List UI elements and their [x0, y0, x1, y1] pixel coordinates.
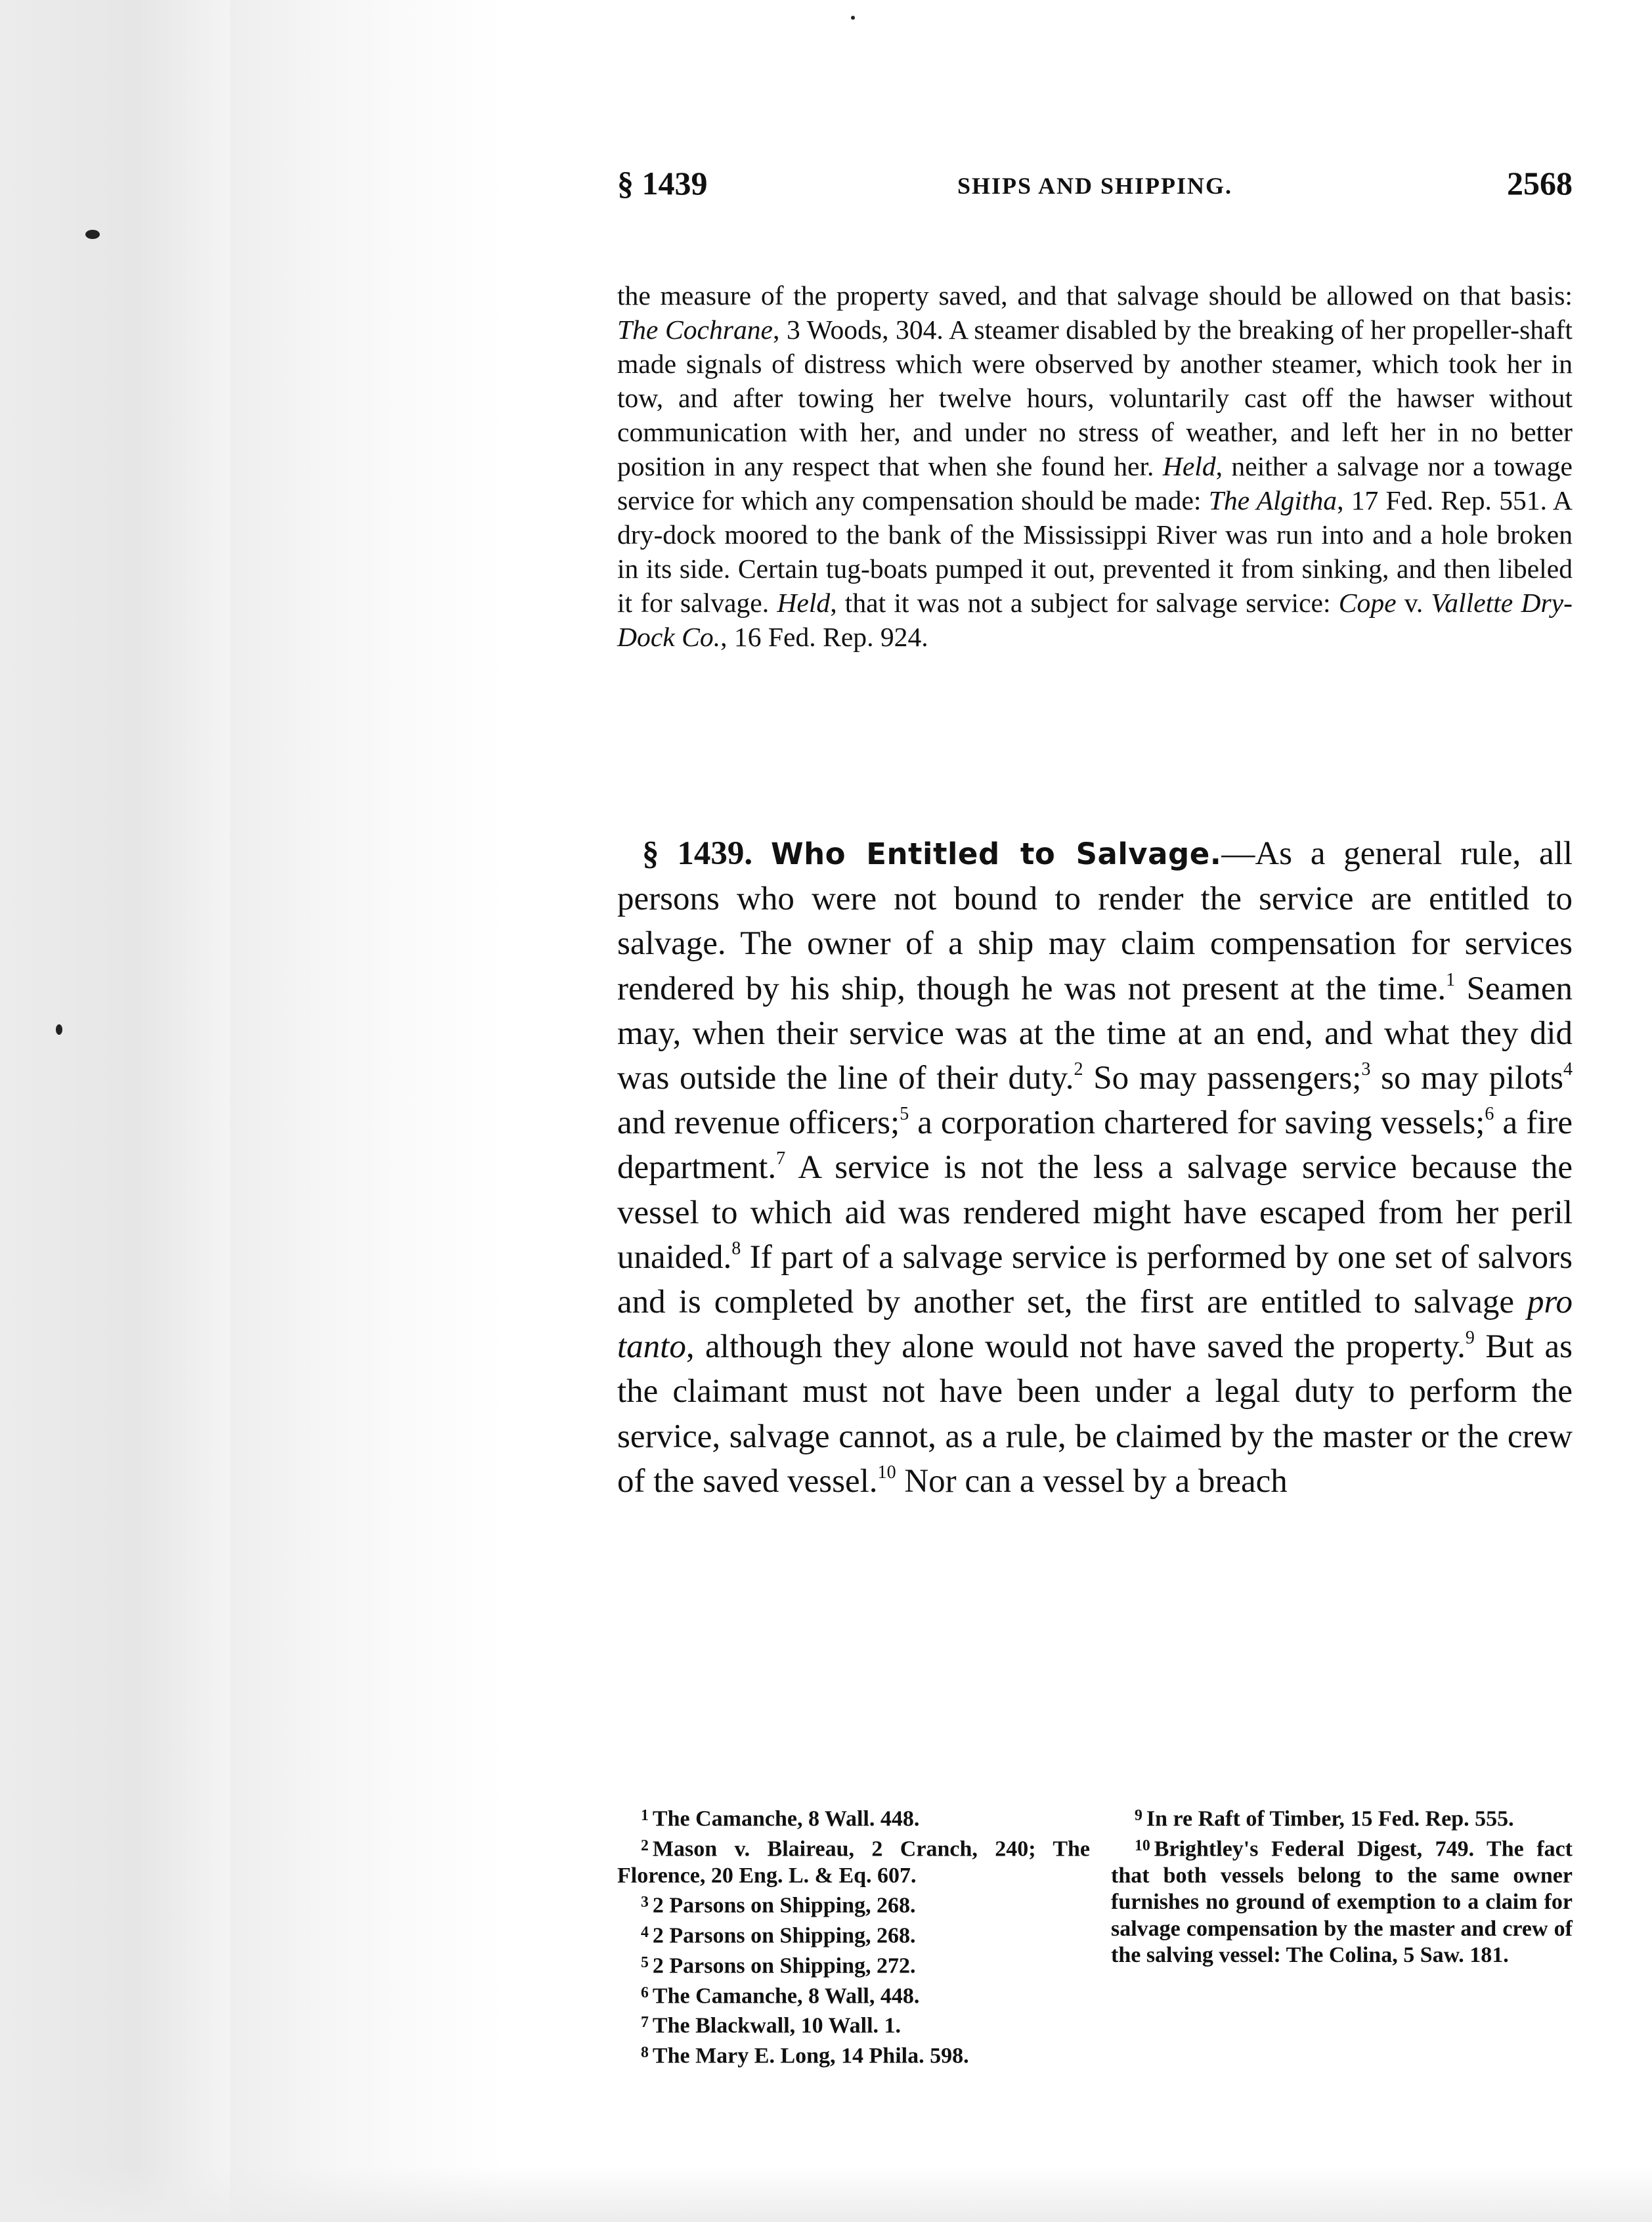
italic-run: Vallette Dry-Dock Co. — [617, 587, 1573, 652]
text-run: Nor can a vessel by a breach — [896, 1462, 1288, 1500]
section-number: § 1439. — [642, 835, 753, 872]
text-run: , 17 Fed. Rep. 551. A dry-dock moored to the bank of the Mississippi River was run into and a hole broken in its side. Certain tug-boats pumped it out, prevented it from sinking, and then libeled it for salvage. — [617, 485, 1573, 618]
footnote-4 — [617, 1919, 1090, 1950]
footnote-6 — [617, 1980, 1090, 2010]
scan-speck — [85, 230, 100, 239]
footnote-ref: 3 — [1361, 1058, 1371, 1079]
text-run: , although they alone would not have saved the property. — [685, 1328, 1466, 1366]
footnote-ref: 9 — [1465, 1328, 1475, 1349]
page-edge-shading — [230, 0, 506, 2222]
scan-speck — [851, 16, 855, 20]
text-run: A service is not the less a salvage service because the vessel to which aid was rendered might have escaped from her peril unaided. — [617, 1149, 1573, 1276]
text-run: the measure of the property saved, and that salvage should be allowed on that basis: — [617, 280, 1573, 311]
footnote-ref: 2 — [1074, 1058, 1083, 1079]
running-head-section: § 1439 — [617, 165, 708, 202]
footnotes-right-column — [1111, 1802, 1573, 1969]
page-bottom-curl — [0, 2167, 1652, 2222]
footnote-number: 5 — [641, 1953, 649, 1971]
footnote-text: The Blackwall, 10 Wall. 1. — [652, 2013, 902, 2038]
text-run: If part of a salvage service is performed by one set of salvors and is completed by another set, the first are entitled to salvage — [617, 1238, 1573, 1321]
text-run: So may passengers; — [1083, 1060, 1362, 1097]
section-text — [617, 835, 1573, 1500]
footnote-number: 3 — [641, 1894, 649, 1911]
section-1439 — [617, 831, 1573, 1504]
section-heading: Who Entitled to Salvage. — [770, 837, 1222, 871]
text-run: v. — [1396, 587, 1431, 618]
italic-run: pro tanto — [617, 1284, 1573, 1366]
footnote-5 — [617, 1950, 1090, 1980]
footnote-number: 4 — [641, 1923, 649, 1941]
scan-speck — [56, 1024, 62, 1035]
running-head — [617, 164, 1573, 210]
text-run: , neither a salvage nor a towage service for which any compensation should be made: — [617, 450, 1573, 515]
italic-run: Held — [777, 587, 831, 618]
book-spine-shadow — [0, 0, 230, 2222]
footnote-3 — [617, 1889, 1090, 1919]
footnote-text: The Camanche, 8 Wall, 448. — [652, 1983, 920, 2008]
footnote-ref: 5 — [900, 1104, 909, 1125]
footnote-ref: 7 — [776, 1148, 786, 1169]
footnote-1 — [617, 1802, 1090, 1833]
text-run: , 3 Woods, 304. A steamer disabled by the breaking of her propeller-shaft made signals of distress which were observed by another steamer, which took her in tow, and after towing her twelve hours, voluntarily cast off the hawser without communication with her, and under no stress of weather, and left her in no better position in any respect that when she found her. — [617, 314, 1573, 481]
text-run: But as the claimant must not have been under a legal duty to perform the service, salvage cannot, as a rule, be claimed by the master or the crew of the saved vessel. — [617, 1328, 1573, 1500]
footnote-ref: 4 — [1563, 1058, 1573, 1079]
text-run: , 16 Fed. Rep. 924. — [720, 621, 928, 652]
text-run: so may pilots — [1370, 1060, 1563, 1097]
text-run: and revenue officers; — [617, 1104, 900, 1142]
footnote-2 — [617, 1833, 1090, 1889]
italic-run: Held — [1162, 450, 1216, 481]
footnote-text: Mason v. Blaireau, 2 Cranch, 240; The Florence, 20 Eng. L. & Eq. 607. — [617, 1837, 1090, 1888]
footnote-number: 8 — [641, 2044, 649, 2062]
footnote-text: 2 Parsons on Shipping, 268. — [652, 1893, 916, 1918]
footnote-8 — [617, 2039, 1090, 2070]
footnote-ref: 6 — [1485, 1104, 1494, 1125]
footnote-text: 2 Parsons on Shipping, 268. — [652, 1923, 916, 1948]
footnote-10 — [1111, 1833, 1573, 1969]
footnote-number: 1 — [641, 1807, 649, 1824]
footnote-text: In re Raft of Timber, 15 Fed. Rep. 555. — [1146, 1806, 1514, 1831]
footnote-text: The Camanche, 8 Wall. 448. — [652, 1806, 920, 1831]
footnote-text: The Mary E. Long, 14 Phila. 598. — [652, 2043, 969, 2068]
text-run: , that it was not a subject for salvage service: — [830, 587, 1339, 618]
footnote-ref: 1 — [1446, 969, 1456, 990]
continued-paragraph — [617, 278, 1573, 654]
footnote-text: Brightley's Federal Digest, 749. The fact that both vessels belong to the same owner furnishes no ground of exemption to a claim for salvage compensation by the master and crew of the salving vessel: The Colina, 5 Saw. 181. — [1111, 1837, 1573, 1968]
text-run: a corporation chartered for saving vessels; — [909, 1104, 1485, 1142]
footnote-9 — [1111, 1802, 1573, 1833]
footnote-ref: 10 — [877, 1462, 896, 1483]
italic-run: The Algitha — [1208, 485, 1337, 515]
footnote-number: 2 — [641, 1837, 649, 1854]
italic-run: Cope — [1338, 587, 1397, 618]
text-run: a fire department. — [617, 1104, 1573, 1187]
footnote-number: 6 — [641, 1984, 649, 2001]
footnotes-left-column — [617, 1802, 1090, 2070]
footnote-number: 10 — [1135, 1837, 1150, 1854]
running-head-title: SHIPS AND SHIPPING. — [957, 173, 1233, 199]
text-run: Seamen may, when their service was at the time at an end, and what they did was outside the line of their duty. — [617, 970, 1573, 1097]
italic-run: The Cochrane — [617, 314, 773, 345]
footnote-text: 2 Parsons on Shipping, 272. — [652, 1953, 916, 1978]
footnote-number: 9 — [1135, 1807, 1142, 1824]
text-run: —As a general rule, all persons who were not bound to render the service are entitled to salvage. The owner of a ship may claim compensation for services rendered by his ship, though he was not present at the time. — [617, 835, 1573, 1007]
footnote-ref: 8 — [731, 1238, 741, 1259]
footnote-number: 7 — [641, 2014, 649, 2032]
footnote-7 — [617, 2009, 1090, 2039]
page-number: 2568 — [1507, 165, 1573, 202]
